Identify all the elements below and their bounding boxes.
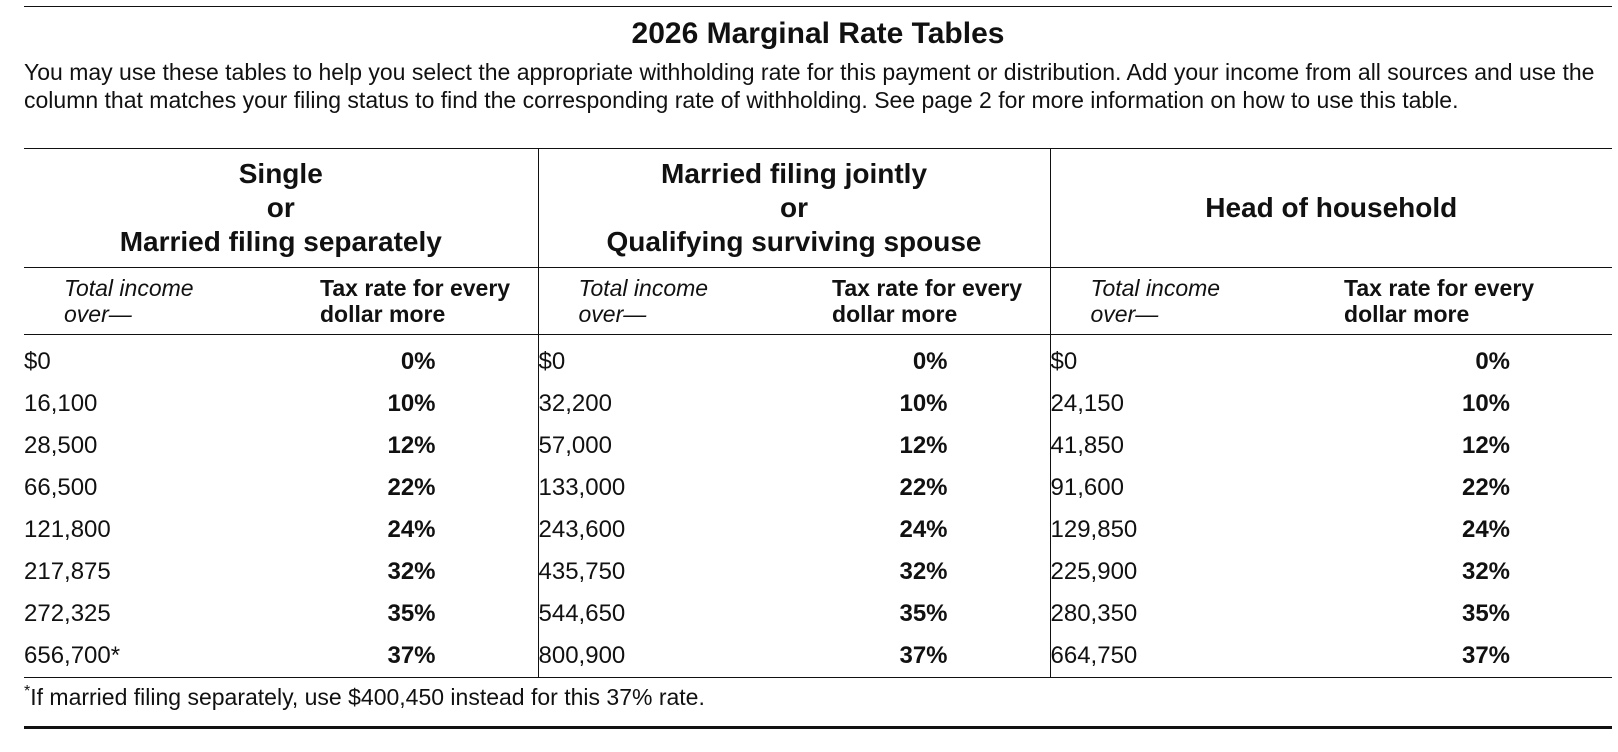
group-header-hoh-line1: Head of household: [1205, 192, 1458, 223]
rate-label-line1: Tax rate for every: [832, 275, 1023, 301]
group-header-hoh: [1050, 149, 1612, 268]
hoh-income-cell: 91,600: [1050, 474, 1124, 501]
income-label-line2: over—: [1090, 301, 1159, 327]
single-rate-cell: 32%: [282, 551, 538, 593]
col-header-single-income: [24, 268, 282, 335]
column-header-row: [24, 268, 1612, 335]
hoh-rate-cell: 10%: [1461, 390, 1511, 417]
table-row: [24, 593, 1612, 635]
single-rate-cell: 24%: [282, 509, 538, 551]
hoh-income-cell: 41,850: [1050, 432, 1124, 459]
group-header-single-line2: or: [266, 192, 295, 223]
mfj-rate-cell: 37%: [794, 635, 1050, 678]
table-row: [24, 509, 1612, 551]
top-rule: [24, 6, 1612, 7]
table-row: [24, 383, 1612, 425]
table-row: [24, 425, 1612, 467]
mfj-income-cell: 435,750: [538, 558, 626, 585]
group-header-mfj: [538, 149, 1050, 268]
single-rate-cell: 0%: [282, 335, 538, 384]
mfj-rate-cell: 22%: [794, 467, 1050, 509]
mfj-income-cell: 57,000: [538, 432, 612, 459]
marginal-rate-table: [24, 148, 1612, 678]
hoh-income-cell: $0: [1050, 348, 1078, 375]
single-rate-cell: 10%: [282, 383, 538, 425]
group-header-mfj-line1: Married filing jointly: [661, 158, 928, 189]
hoh-rate-cell: 22%: [1461, 474, 1511, 501]
table-row: [24, 635, 1612, 678]
income-label-line1: Total income: [64, 275, 194, 301]
single-income-cell: 656,700*: [24, 635, 282, 678]
single-income-cell: 121,800: [24, 516, 111, 543]
intro-paragraph: You may use these tables to help you select the appropriate withholding rate for this payment or distribution. Add your income from all sources and use the column that matches your filing status to find the corresponding rate of withholding. See page 2 for more information on how to use this table.: [24, 59, 1595, 113]
hoh-rate-cell: 24%: [1461, 516, 1511, 543]
rate-label-line2: dollar more: [1344, 301, 1470, 327]
single-income-cell: 217,875: [24, 558, 111, 585]
mfj-income-cell: 133,000: [538, 474, 626, 501]
rate-label-line2: dollar more: [832, 301, 958, 327]
single-income-cell: 272,325: [24, 600, 111, 627]
table-row: [24, 551, 1612, 593]
rate-label-line2: dollar more: [320, 301, 446, 327]
mfj-rate-cell: 10%: [794, 383, 1050, 425]
income-label-line1: Total income: [1090, 275, 1221, 301]
single-rate-cell: 22%: [282, 467, 538, 509]
rate-label-line1: Tax rate for every: [320, 275, 511, 301]
footnote-marker: *: [24, 683, 31, 700]
hoh-rate-cell: 32%: [1461, 558, 1511, 585]
single-income-cell: 66,500: [24, 474, 98, 501]
col-header-hoh-rate: [1306, 268, 1612, 335]
mfj-rate-cell: 24%: [794, 509, 1050, 551]
mfj-rate-cell: 0%: [794, 335, 1050, 384]
col-header-mfj-income: [538, 268, 794, 335]
rate-label-line1: Tax rate for every: [1344, 275, 1535, 301]
table-row: [24, 335, 1612, 384]
income-label-line2: over—: [578, 301, 647, 327]
hoh-income-cell: 280,350: [1050, 600, 1138, 627]
hoh-rate-cell: 0%: [1475, 348, 1511, 375]
hoh-rate-cell: 12%: [1461, 432, 1511, 459]
footnote-text: If married filing separately, use $400,450 instead for this 37% rate.: [30, 684, 705, 710]
col-header-mfj-rate: [794, 268, 1050, 335]
single-rate-cell: 37%: [282, 635, 538, 678]
hoh-rate-cell: 37%: [1306, 635, 1612, 678]
hoh-income-cell: 664,750: [1050, 635, 1306, 678]
single-rate-cell: 12%: [282, 425, 538, 467]
col-header-single-rate: [282, 268, 538, 335]
single-income-cell: 28,500: [24, 432, 98, 459]
page-title: 2026 Marginal Rate Tables: [631, 17, 1005, 50]
hoh-income-cell: 129,850: [1050, 516, 1138, 543]
hoh-income-cell: 24,150: [1050, 390, 1124, 417]
mfj-income-cell: 243,600: [538, 516, 626, 543]
income-label-line2: over—: [64, 301, 132, 327]
group-header-mfj-line2: or: [780, 192, 809, 223]
single-income-cell: 16,100: [24, 390, 98, 417]
mfj-income-cell: 544,650: [538, 600, 626, 627]
hoh-income-cell: 225,900: [1050, 558, 1138, 585]
mfj-income-cell: 32,200: [538, 390, 612, 417]
table-row: [24, 467, 1612, 509]
group-header-single: [24, 149, 538, 268]
hoh-rate-cell: 35%: [1461, 600, 1511, 627]
group-header-single-line3: Married filing separately: [119, 226, 442, 257]
mfj-rate-cell: 32%: [794, 551, 1050, 593]
mfj-income-cell: $0: [538, 348, 566, 375]
mfj-rate-cell: 12%: [794, 425, 1050, 467]
group-header-single-line1: Single: [238, 158, 323, 189]
bottom-rule: [24, 726, 1612, 729]
mfj-rate-cell: 35%: [794, 593, 1050, 635]
single-income-cell: $0: [24, 348, 51, 375]
group-header-mfj-line3: Qualifying surviving spouse: [606, 226, 982, 257]
footnote: [24, 682, 705, 712]
mfj-income-cell: 800,900: [538, 635, 794, 678]
income-label-line1: Total income: [578, 275, 709, 301]
group-header-row: [24, 149, 1612, 268]
col-header-hoh-income: [1050, 268, 1306, 335]
single-rate-cell: 35%: [282, 593, 538, 635]
